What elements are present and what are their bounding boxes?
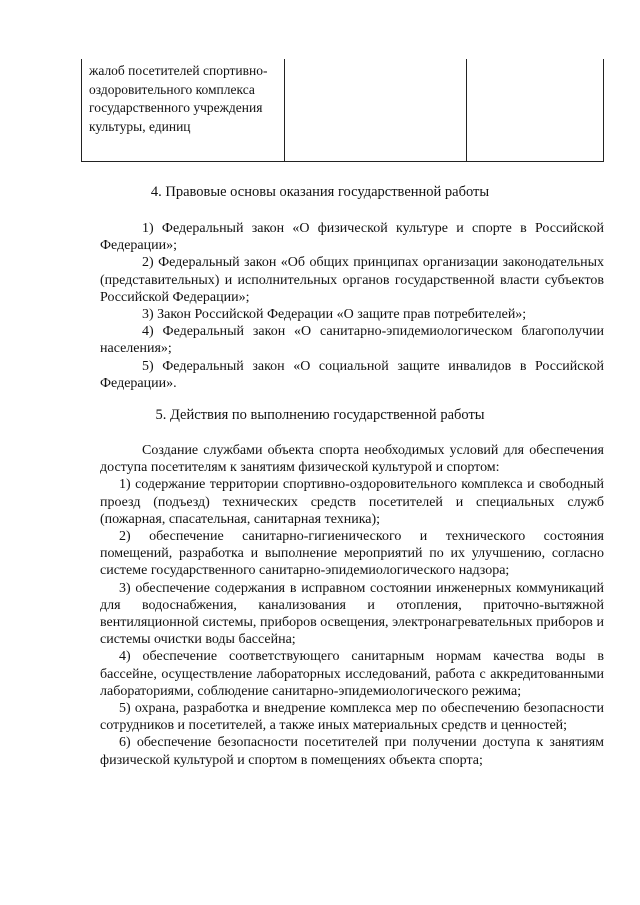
section-5-heading: 5. Действия по выполнению государственной работы [155,407,485,423]
section-5-list [100,442,604,769]
list-item: 1) Федеральный закон «О физической культуре и спорте в Российской Федерации»; [100,221,604,254]
list-item: 3) обеспечение содержания в исправном состоянии инженерных коммуникаций для водоснабжения, канализования и отопления, приточно-вытяжной вентиляционной системы, приборов освещения, электронагревательных приборов и системы очистки воды бассейна; [100,580,604,648]
list-item: 5) Федеральный закон «О социальной защите инвалидов в Российской Федерации». [100,358,604,391]
table-fragment [81,59,604,162]
list-item: 4) обеспечение соответствующего санитарным нормам качества воды в бассейне, осуществление лабораторных исследований, работа с аккредитованными лабораториями, соблюдение санитарно-эпидемиологического режима; [100,649,604,699]
list-item: 6) обеспечение безопасности посетителей при получении доступа к занятиям физической культурой и спортом в помещениях объекта спорта; [100,735,604,768]
list-item: 1) содержание территории спортивно-оздоровительного комплекса и свободный проезд (подъезд) технических средств посетителей и специальных служб (пожарная, спасательная, санитарная техника); [100,477,604,527]
table-cell-indicator: жалоб посетителей спортивно-оздоровительного комплекса государственного учреждения культуры, единиц [82,59,285,161]
list-item: 2) Федеральный закон «Об общих принципах организации законодательных (представительных) и исполнительных органов государственной власти субъектов Российской Федерации»; [100,255,604,305]
list-item: 4) Федеральный закон «О санитарно-эпидемиологическом благополучии населения»; [100,324,604,357]
list-item: 5) охрана, разработка и внедрение комплекса мер по обеспечению безопасности сотрудников и посетителей, а также иных материальных средств и ценностей; [100,701,604,734]
table-cell-empty [467,59,603,161]
section-4-list [100,220,604,392]
section-5-intro: Создание службами объекта спорта необходимых условий для обеспечения доступа посетителям к занятиям физической культурой и спортом: [100,443,604,476]
list-item: 2) обеспечение санитарно-гигиенического и технического состояния помещений, разработка и выполнение мероприятий по их улучшению, согласно системе государственного санитарно-эпидемиологического надзора; [100,529,604,579]
list-item: 3) Закон Российской Федерации «О защите прав потребителей»; [142,307,527,323]
table-cell-empty [285,59,467,161]
section-4-heading: 4. Правовые основы оказания государственной работы [150,184,490,200]
